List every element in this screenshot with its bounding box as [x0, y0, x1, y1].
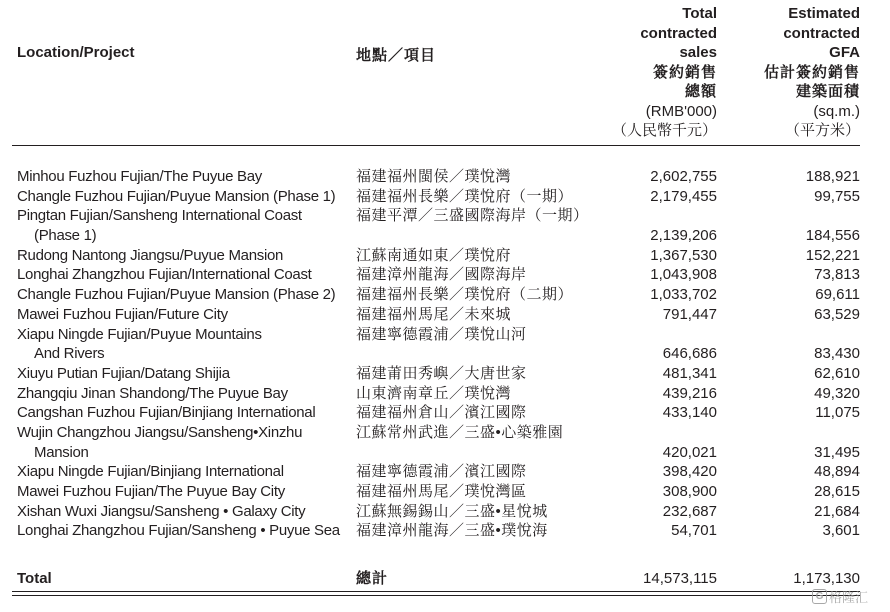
contracted-sales-value: 791,447 — [662, 305, 717, 323]
total-gfa-value: 1,173,130 — [793, 570, 860, 587]
table-row — [0, 423, 890, 462]
table-row — [0, 206, 890, 245]
project-name-en: Cangshan Fuzhou Fujian/Binjiang International — [17, 404, 316, 422]
project-name-zh: 福建福州閩侯／璞悅灣 — [356, 168, 512, 185]
table-row — [0, 364, 890, 384]
contracted-sales-value: 439,216 — [662, 384, 717, 402]
table-row — [0, 167, 890, 187]
contracted-sales-value: 2,179,455 — [650, 187, 717, 205]
contracted-gfa-value: 63,529 — [814, 305, 860, 323]
project-name-zh: 福建寧德霞浦／濱江國際 — [356, 463, 527, 481]
project-name-zh: 江蘇常州武進／三盛•心築雅園 — [356, 423, 564, 441]
project-name-zh: 江蘇無錫錫山／三盛•星悅城 — [356, 502, 548, 520]
project-name-zh: 福建福州長樂／璞悅府（二期） — [356, 286, 574, 304]
contracted-sales-value: 433,140 — [662, 404, 717, 422]
contracted-gfa-value: 83,430 — [814, 345, 860, 363]
contracted-gfa-value: 28,615 — [814, 483, 860, 501]
watermark-logo-icon: G — [812, 589, 827, 604]
table-row — [0, 403, 890, 423]
header-location-zh: 地點／項目 — [356, 47, 437, 64]
contracted-gfa-value: 11,075 — [815, 404, 860, 422]
project-name-zh: 福建福州長樂／璞悅府（一期） — [356, 187, 574, 205]
contracted-sales-value: 1,367,530 — [650, 246, 717, 264]
total-divider-top — [12, 591, 860, 592]
contracted-sales-value: 2,139,206 — [650, 227, 717, 245]
project-name-zh: 福建莆田秀嶼／大唐世家 — [356, 364, 527, 382]
header-location-en: Location/Project — [17, 44, 135, 61]
table-row — [0, 305, 890, 325]
contracted-sales-value: 646,686 — [662, 345, 717, 363]
project-name-en: Xiuyu Putian Fujian/Datang Shijia — [17, 364, 230, 382]
project-name-en: Mawei Fuzhou Fujian/Future City — [17, 305, 228, 323]
contracted-gfa-value: 73,813 — [814, 266, 860, 284]
contracted-gfa-value: 69,611 — [815, 286, 860, 304]
project-name-en: Minhou Fuzhou Fujian/The Puyue Bay — [17, 168, 262, 185]
contracted-sales-value: 2,602,755 — [650, 168, 717, 185]
contracted-gfa-value: 21,684 — [814, 502, 860, 520]
total-sales-value: 14,573,115 — [643, 570, 717, 587]
header-total-contracted-sales: Total contracted sales 簽約銷售 總額 (RMB'000) （人民幣千元） — [611, 5, 717, 139]
contracted-sales-value: 1,033,702 — [650, 286, 717, 304]
contracted-sales-value: 232,687 — [662, 502, 717, 520]
header-divider — [12, 145, 860, 146]
contracted-gfa-value: 31,495 — [814, 443, 860, 461]
contracted-gfa-value: 152,221 — [805, 246, 860, 264]
contracted-gfa-value: 48,894 — [814, 463, 860, 481]
contracted-sales-value: 420,021 — [662, 443, 717, 461]
project-name-zh: 福建福州馬尾／未來城 — [356, 305, 512, 323]
project-name-en: Longhai Zhangzhou Fujian/Sansheng • Puyue Sea — [17, 522, 340, 540]
table-row — [0, 384, 890, 404]
total-divider-bottom — [12, 595, 860, 596]
table-row — [0, 502, 890, 522]
contracted-gfa-value: 3,601 — [822, 522, 860, 540]
total-label-zh: 總計 — [356, 570, 389, 587]
total-label-en: Total — [17, 570, 52, 587]
watermark — [812, 587, 868, 606]
project-name-zh: 福建福州馬尾／璞悅灣區 — [356, 483, 527, 501]
contracted-gfa-value: 184,556 — [805, 227, 860, 245]
project-name-en: Xiapu Ningde Fujian/Puyue Mountains And Rivers — [17, 325, 262, 363]
project-name-zh: 江蘇南通如東／璞悅府 — [356, 246, 512, 264]
project-name-en: Changle Fuzhou Fujian/Puyue Mansion (Phase 1) — [17, 187, 336, 205]
header-estimated-contracted-gfa: Estimated contracted GFA 估計簽約銷售 建築面積 (sq.m.) （平方米） — [763, 5, 860, 139]
watermark-text: 格隆汇 — [829, 590, 869, 605]
table-row — [0, 521, 890, 541]
project-name-en: Rudong Nantong Jiangsu/Puyue Mansion — [17, 246, 284, 264]
project-name-zh: 福建寧德霞浦／璞悅山河 — [356, 325, 527, 343]
table-body — [0, 167, 890, 541]
project-name-en: Xiapu Ningde Fujian/Binjiang International — [17, 463, 284, 481]
project-name-en: Longhai Zhangzhou Fujian/International Coast — [17, 266, 312, 284]
contracted-sales-value: 481,341 — [662, 364, 717, 382]
contracted-gfa-value: 188,921 — [805, 168, 860, 185]
table-row — [0, 265, 890, 285]
project-name-en: Pingtan Fujian/Sansheng International Coast (Phase 1) — [17, 207, 302, 245]
project-name-zh: 福建漳州龍海／國際海岸 — [356, 266, 527, 284]
table-row — [0, 187, 890, 207]
project-name-zh: 福建漳州龍海／三盛•璞悅海 — [356, 522, 548, 540]
table-row — [0, 285, 890, 305]
project-name-en: Mawei Fuzhou Fujian/The Puyue Bay City — [17, 483, 285, 501]
table-row — [0, 325, 890, 364]
contracted-gfa-value: 62,610 — [814, 364, 860, 382]
contracted-sales-value: 398,420 — [662, 463, 717, 481]
table-row — [0, 462, 890, 482]
contracted-sales-value: 1,043,908 — [650, 266, 717, 284]
project-name-zh: 福建福州倉山／濱江國際 — [356, 404, 527, 422]
project-name-en: Xishan Wuxi Jiangsu/Sansheng • Galaxy City — [17, 502, 306, 520]
contracted-sales-value: 54,701 — [671, 522, 717, 540]
project-name-en: Zhangqiu Jinan Shandong/The Puyue Bay — [17, 384, 288, 402]
contracted-sales-value: 308,900 — [662, 483, 717, 501]
project-name-en: Wujin Changzhou Jiangsu/Sansheng•Xinzhu Mansion — [17, 423, 303, 461]
project-name-zh: 福建平潭／三盛國際海岸（一期） — [356, 207, 589, 225]
project-name-zh: 山東濟南章丘／璞悅灣 — [356, 384, 512, 402]
table-row — [0, 246, 890, 266]
contracted-gfa-value: 99,755 — [814, 187, 860, 205]
table-row — [0, 482, 890, 502]
project-name-en: Changle Fuzhou Fujian/Puyue Mansion (Phase 2) — [17, 286, 336, 304]
contracted-gfa-value: 49,320 — [814, 384, 860, 402]
